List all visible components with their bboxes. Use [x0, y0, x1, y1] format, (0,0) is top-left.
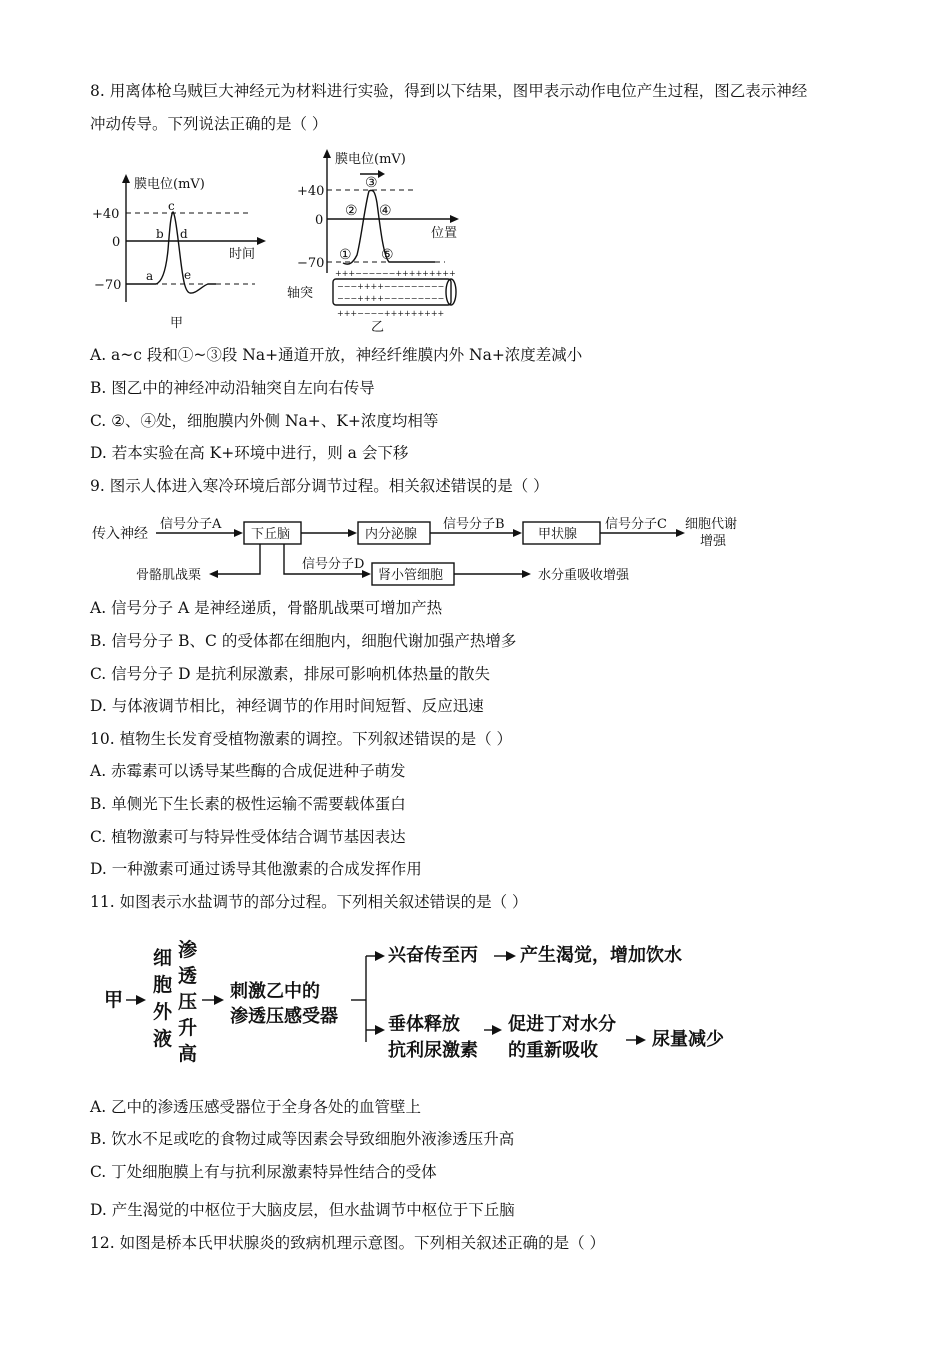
jia-point-d: d — [180, 227, 188, 241]
q10-option-a: A. 赤霉素可以诱导某些酶的合成促进种子萌发 — [90, 762, 406, 780]
q11-col1-1: 胞 — [153, 974, 173, 996]
q11-pit2: 抗利尿激素 — [388, 1040, 478, 1061]
yi-label-5: ⑤ — [381, 247, 394, 263]
yi-charges-outer-bottom: +++−−−−+++++++++ — [337, 309, 445, 318]
q11-stim1: 刺激乙中的 — [230, 981, 320, 1002]
jia-point-b: b — [156, 227, 164, 241]
q10-option-d: D. 一种激素可通过诱导其他激素的合成发挥作用 — [90, 860, 422, 878]
q11-col1-0: 细 — [153, 947, 173, 969]
q11-pit1: 垂体释放 — [388, 1014, 460, 1035]
yi-caption: 乙 — [371, 320, 385, 335]
q9-option-b: B. 信号分子 B、C 的受体都在细胞内，细胞代谢加强产热增多 — [90, 632, 517, 650]
jia-point-e: e — [184, 268, 192, 282]
q9-kidney: 肾小管细胞 — [378, 568, 444, 583]
yi-charges-inner-top: −−−++++−−−−−−−−− — [337, 282, 445, 291]
q10-stem: 10. 植物生长发育受植物激素的调控。下列叙述错误的是（ ） — [90, 730, 513, 748]
q8-option-d: D. 若本实验在高 K+环境中进行，则 a 会下移 — [90, 444, 409, 462]
q9-metab2: 增强 — [700, 534, 727, 549]
q9-water: 水分重吸收增强 — [538, 568, 630, 583]
q8-stem-line1: 8. 用离体枪乌贼巨大神经元为材料进行实验，得到以下结果，图甲表示动作电位产生过程，图乙表示神经 — [90, 82, 808, 100]
jia-tick-0: 0 — [112, 235, 121, 250]
jia-ylabel: 膜电位(mV) — [134, 177, 205, 192]
q11-reab2: 的重新吸收 — [508, 1040, 598, 1061]
q9-input: 传入神经 — [92, 526, 148, 542]
yi-axon-label: 轴突 — [287, 286, 314, 301]
yi-tick-p40: +40 — [297, 184, 325, 199]
q9-sigC: 信号分子C — [605, 517, 667, 532]
q9-endocrine: 内分泌腺 — [365, 527, 418, 542]
yi-tick-m70: −70 — [297, 256, 325, 271]
q9-option-a: A. 信号分子 A 是神经递质，骨骼肌战栗可增加产热 — [90, 599, 443, 617]
q8-option-a: A. a~c 段和①~③段 Na+通道开放，神经纤维膜内外 Na+浓度差减小 — [90, 346, 583, 364]
q11-option-c: C. 丁处细胞膜上有与抗利尿激素特异性结合的受体 — [90, 1163, 437, 1181]
yi-label-2: ② — [345, 203, 358, 219]
jia-tick-m70: −70 — [94, 278, 122, 293]
q10-option-b: B. 单侧光下生长素的极性运输不需要载体蛋白 — [90, 795, 406, 813]
q9-sigA: 信号分子A — [160, 517, 222, 532]
jia-tick-p40: +40 — [92, 207, 120, 222]
q11-stem: 11. 如图表示水盐调节的部分过程。下列相关叙述错误的是（ ） — [90, 893, 528, 911]
q11-col2-4: 高 — [178, 1043, 198, 1065]
q11-col2-3: 升 — [178, 1017, 198, 1039]
q11-col2-0: 渗 — [178, 939, 198, 961]
q11-col1-2: 外 — [153, 1001, 173, 1023]
yi-label-1: ① — [339, 247, 352, 263]
q11-option-d: D. 产生渴觉的中枢位于大脑皮层，但水盐调节中枢位于下丘脑 — [90, 1201, 515, 1219]
yi-label-4: ④ — [379, 203, 392, 219]
q11-option-b: B. 饮水不足或吃的食物过咸等因素会导致细胞外液渗透压升高 — [90, 1130, 515, 1148]
q11-stim2: 渗透压感受器 — [230, 1006, 338, 1027]
q9-thyroid: 甲状腺 — [538, 527, 578, 542]
jia-xlabel: 时间 — [229, 247, 256, 262]
q11-col2-1: 透 — [178, 965, 198, 987]
yi-label-3: ③ — [365, 175, 378, 191]
jia-point-c: c — [168, 199, 175, 213]
q11-top2: 产生渴觉，增加饮水 — [520, 945, 682, 966]
q11-col1-3: 液 — [153, 1028, 173, 1050]
yi-charges-outer-top: +++−−−−−−+++++++++ — [335, 269, 456, 278]
q11-figure — [96, 934, 746, 1069]
q11-col2-2: 压 — [178, 991, 198, 1013]
q9-shiver: 骨骼肌战栗 — [136, 568, 202, 583]
q9-sigD: 信号分子D — [302, 557, 365, 572]
jia-point-a: a — [146, 269, 154, 283]
q8-figure-yi — [285, 145, 475, 335]
q11-jia: 甲 — [104, 989, 124, 1011]
q8-stem-line2: 冲动传导。下列说法正确的是（ ） — [90, 115, 328, 133]
q11-option-a: A. 乙中的渗透压感受器位于全身各处的血管壁上 — [90, 1098, 422, 1116]
yi-xlabel: 位置 — [431, 226, 458, 241]
q8-figure-jia — [90, 170, 280, 335]
q11-top1: 兴奋传至丙 — [388, 945, 478, 966]
jia-caption: 甲 — [170, 316, 184, 331]
yi-ylabel: 膜电位(mV) — [335, 152, 406, 167]
yi-tick-0: 0 — [315, 213, 324, 228]
yi-charges-inner-bottom: −−−++++−−−−−−−−− — [337, 294, 445, 303]
q11-urine: 尿量减少 — [652, 1029, 724, 1050]
q10-option-c: C. 植物激素可与特异性受体结合调节基因表达 — [90, 828, 406, 846]
q9-stem: 9. 图示人体进入寒冷环境后部分调节过程。相关叙述错误的是（ ） — [90, 477, 549, 495]
q9-hypothalamus: 下丘脑 — [251, 527, 291, 542]
q8-option-c: C. ②、④处，细胞膜内外侧 Na+、K+浓度均相等 — [90, 412, 439, 430]
q9-figure — [88, 510, 758, 590]
q9-sigB: 信号分子B — [443, 517, 505, 532]
q11-reab1: 促进丁对水分 — [508, 1014, 616, 1035]
q9-metab1: 细胞代谢 — [685, 517, 738, 532]
q9-option-c: C. 信号分子 D 是抗利尿激素，排尿可影响机体热量的散失 — [90, 665, 490, 683]
q12-stem: 12. 如图是桥本氏甲状腺炎的致病机理示意图。下列相关叙述正确的是（ ） — [90, 1234, 606, 1252]
q8-option-b: B. 图乙中的神经冲动沿轴突自左向右传导 — [90, 379, 375, 397]
q9-option-d: D. 与体液调节相比，神经调节的作用时间短暂、反应迅速 — [90, 697, 484, 715]
